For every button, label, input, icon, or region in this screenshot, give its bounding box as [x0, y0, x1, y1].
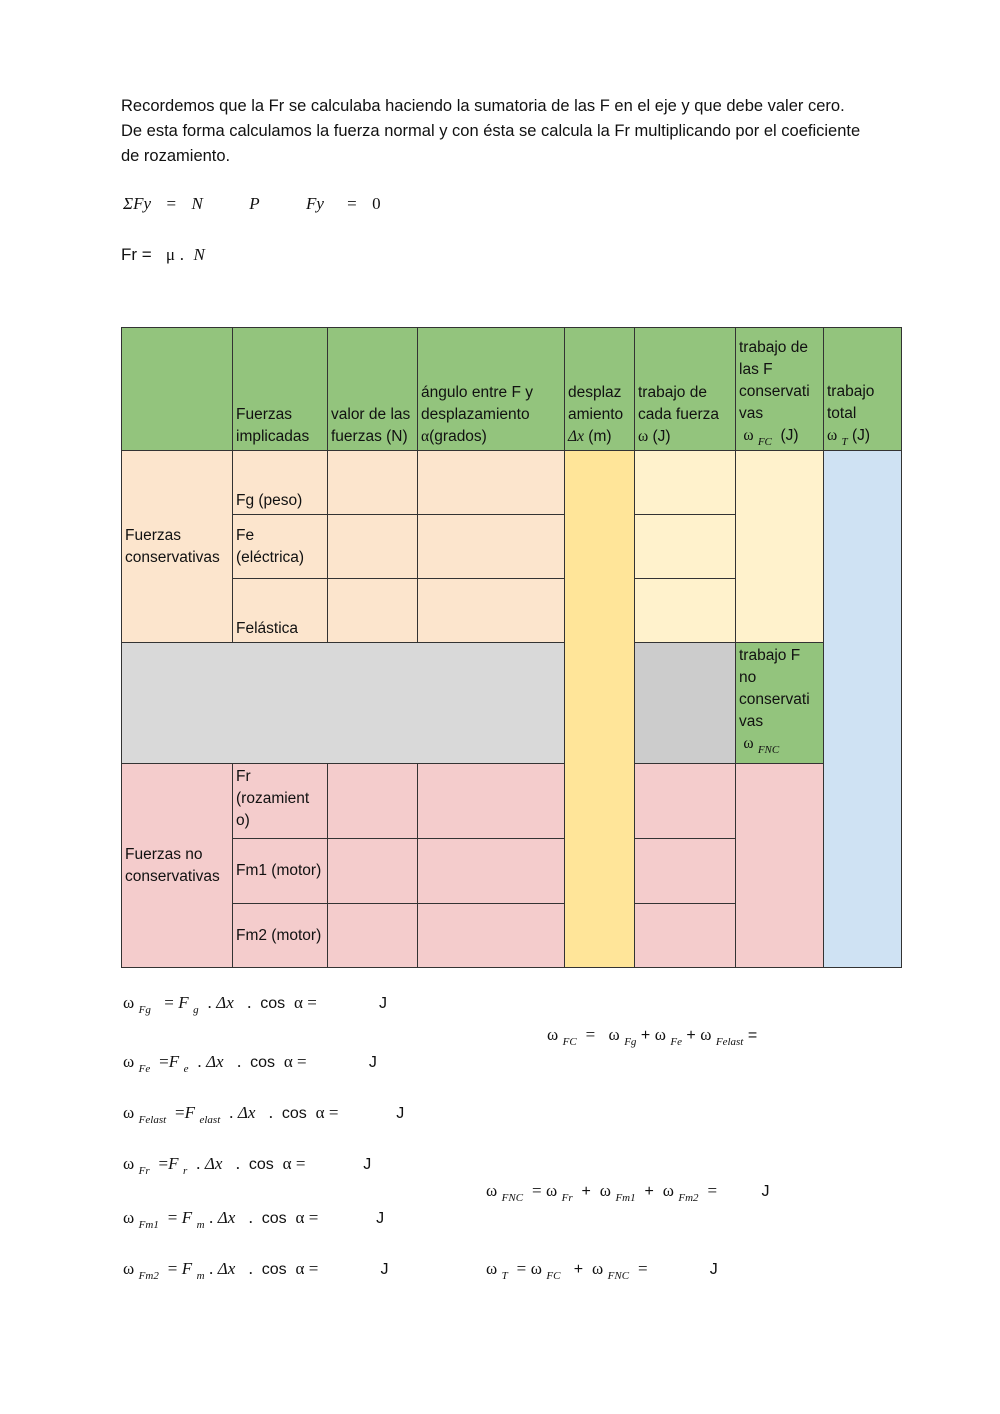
header-valor: valor de las fuerzas (N) — [328, 328, 418, 451]
header-trabajo-total: trabajo total ω $_T$ (J) — [824, 328, 902, 451]
formula-w-fnc: ω $_{FNC}$ = ω $_{Fr}$ + ω $_{Fm1}$ + ω $_{Fm2}$ = J — [486, 1181, 770, 1204]
input-trabajo-fc[interactable] — [736, 451, 824, 643]
sum-forces-equation: ΣFy = N P Fy = 0 — [123, 194, 381, 213]
input-trabajo-felastica[interactable] — [635, 579, 736, 643]
input-valor-fe[interactable] — [328, 515, 418, 579]
input-valor-fr[interactable] — [328, 764, 418, 839]
input-valor-felastica[interactable] — [328, 579, 418, 643]
input-angulo-fr[interactable] — [418, 764, 565, 839]
force-fr: Fr (rozamient o) — [233, 764, 328, 839]
input-trabajo-fr[interactable] — [635, 764, 736, 839]
header-trabajo-fc: trabajo de las F conservati vas ω $_{FC}$ (J) — [736, 328, 824, 451]
group-no-conservativas: Fuerzas no conservativas — [122, 764, 233, 968]
header-blank-cell — [122, 328, 233, 451]
input-angulo-fm1[interactable] — [418, 839, 565, 904]
separator-gray-cell — [635, 643, 736, 764]
input-valor-fm2[interactable] — [328, 904, 418, 968]
formula-w-fg: ω $_{Fg}$ = F $_g$ . Δx . cos α = J — [123, 993, 388, 1016]
header-trabajo-cada: trabajo de cada fuerza ω (J) — [635, 328, 736, 451]
friction-equation: Fr = μ . N — [121, 245, 205, 264]
formula-w-total: ω $_T$ = ω $_{FC}$ + ω $_{FNC}$ = J — [486, 1259, 718, 1282]
input-trabajo-fg[interactable] — [635, 451, 736, 515]
formula-w-fc: ω $_{FC}$ = ω $_{Fg}$ + ω $_{Fe}$ + ω $_{Felast}$ = — [547, 1025, 758, 1048]
input-angulo-felastica[interactable] — [418, 579, 565, 643]
force-fm2: Fm2 (motor) — [233, 904, 328, 968]
header-angulo: ángulo entre F y desplazamiento α(grados) — [418, 328, 565, 451]
header-fuerzas: Fuerzas implicadas — [233, 328, 328, 451]
force-fe: Fe (eléctrica) — [233, 515, 328, 579]
formula-w-fe: ω $_{Fe}$ =F $_e$ . Δx . cos α = J — [123, 1052, 377, 1075]
input-trabajo-total[interactable] — [824, 451, 902, 968]
input-trabajo-fm2[interactable] — [635, 904, 736, 968]
input-valor-fg[interactable] — [328, 451, 418, 515]
input-valor-fm1[interactable] — [328, 839, 418, 904]
formula-w-felast: ω $_{Felast}$ =F $_{elast}$ . Δx . cos α = J — [123, 1103, 405, 1126]
input-angulo-fe[interactable] — [418, 515, 565, 579]
input-angulo-fm2[interactable] — [418, 904, 565, 968]
group-conservativas: Fuerzas conservativas — [122, 451, 233, 643]
input-trabajo-fm1[interactable] — [635, 839, 736, 904]
input-desplazamiento[interactable] — [565, 451, 635, 968]
formula-w-fm1: ω $_{Fm1}$ = F $_m$ . Δx . cos α = J — [123, 1208, 385, 1231]
separator-row — [122, 643, 565, 764]
force-fg: Fg (peso) — [233, 451, 328, 515]
force-fm1: Fm1 (motor) — [233, 839, 328, 904]
input-trabajo-fe[interactable] — [635, 515, 736, 579]
formula-w-fm2: ω $_{Fm2}$ = F $_m$ . Δx . cos α = J — [123, 1259, 389, 1282]
input-angulo-fg[interactable] — [418, 451, 565, 515]
work-table — [121, 327, 902, 968]
input-trabajo-fnc[interactable] — [736, 764, 824, 968]
formula-w-fr: ω $_{Fr}$ =F $_r$ . Δx . cos α = J — [123, 1154, 372, 1177]
force-felastica: Felástica — [233, 579, 328, 643]
header-desplazamiento: desplaz amiento Δx (m) — [565, 328, 635, 451]
label-trabajo-fnc: trabajo F no conservati vas ω $_{FNC}$ — [736, 643, 824, 764]
intro-paragraph: Recordemos que la Fr se calculaba haciendo la sumatoria de las F en el eje y que debe valer cero. De esta forma calculamos la fuerza normal y con ésta se calcula la Fr multiplicando por el coeficiente de rozamiento. — [121, 97, 861, 165]
